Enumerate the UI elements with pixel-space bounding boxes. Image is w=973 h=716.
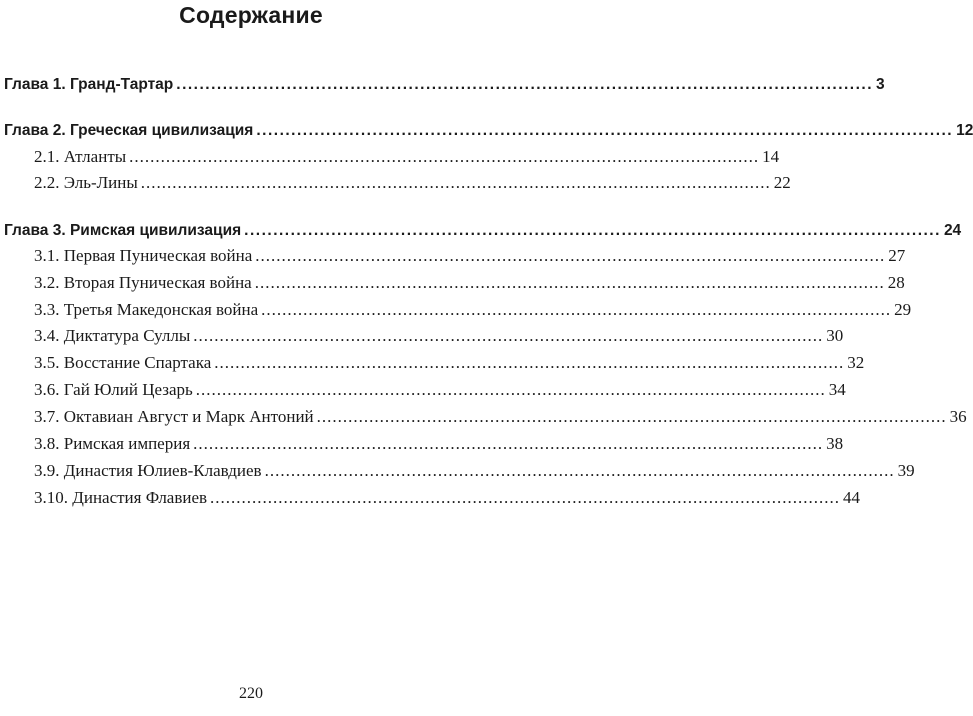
- toc-entry: [34, 353, 865, 373]
- dot-leader: ........................................................................................................................: [210, 488, 841, 507]
- page-number: 220: [239, 685, 263, 702]
- dot-leader: ........................................................................................................................: [214, 353, 845, 372]
- toc-entry-page: 27: [888, 246, 906, 265]
- toc-entry-label: Глава 3. Римская цивилизация: [4, 222, 242, 239]
- toc-entry-page: 12: [956, 122, 973, 139]
- toc-entry: [34, 326, 844, 346]
- toc-entry-label: 3.7. Октавиан Август и Марк Антоний: [34, 407, 314, 426]
- toc-entry-page: 3: [876, 76, 885, 93]
- toc-entry-label: 2.2. Эль-Лины: [34, 173, 138, 192]
- toc-entry-page: 34: [828, 380, 846, 399]
- toc-entry-page: 36: [949, 407, 967, 426]
- dot-leader: ........................................................................................................................: [244, 222, 941, 239]
- toc-entry: [34, 173, 791, 193]
- toc-entry-label: 3.9. Династия Юлиев-Клавдиев: [34, 461, 262, 480]
- toc-entry-label: 3.5. Восстание Спартака: [34, 353, 212, 372]
- toc-entry-label: 3.3. Третья Македонская война: [34, 300, 259, 319]
- toc-entry: [34, 488, 861, 508]
- toc-entry-page: 22: [773, 173, 791, 192]
- toc-entry: [34, 300, 912, 320]
- toc-entry-label: Глава 2. Греческая цивилизация: [4, 122, 254, 139]
- dot-leader: ........................................................................................................................: [176, 76, 874, 93]
- toc-entry: [34, 407, 967, 427]
- dot-leader: ........................................................................................................................: [193, 434, 824, 453]
- dot-leader: ........................................................................................................................: [264, 461, 895, 480]
- dot-leader: ........................................................................................................................: [193, 326, 824, 345]
- toc-entry-page: 38: [826, 434, 844, 453]
- dot-leader: ........................................................................................................................: [256, 122, 954, 139]
- dot-leader: ........................................................................................................................: [195, 380, 826, 399]
- dot-leader: ........................................................................................................................: [140, 173, 771, 192]
- toc-entry-page: 39: [897, 461, 915, 480]
- toc-entry-page: 28: [887, 273, 905, 292]
- toc-entry-label: 2.1. Атланты: [34, 147, 127, 166]
- toc-entry-label: 3.10. Династия Флавиев: [34, 488, 208, 507]
- toc-entry-label: Глава 1. Гранд-Тартар: [4, 76, 174, 93]
- toc-entry: [34, 461, 915, 481]
- toc-entry-label: 3.2. Вторая Пуническая война: [34, 273, 252, 292]
- toc-entry: [34, 380, 846, 400]
- toc-entry-page: 24: [943, 222, 962, 239]
- toc-entry: [4, 76, 885, 94]
- toc-entry-label: 3.1. Первая Пуническая война: [34, 246, 253, 265]
- toc-entry: [34, 147, 780, 167]
- toc-entry-page: 32: [847, 353, 865, 372]
- toc-entry-label: 3.6. Гай Юлий Цезарь: [34, 380, 193, 399]
- toc-entry-page: 30: [826, 326, 844, 345]
- dot-leader: ........................................................................................................................: [254, 273, 885, 292]
- toc-entry-page: 14: [762, 147, 780, 166]
- toc-entry-page: 44: [843, 488, 861, 507]
- toc-entry-page: 29: [894, 300, 912, 319]
- toc-entry-label: 3.8. Римская империя: [34, 434, 191, 453]
- toc-entry: [34, 434, 844, 454]
- dot-leader: ........................................................................................................................: [261, 300, 892, 319]
- page-title: Содержание: [179, 2, 323, 28]
- toc-entry: [4, 122, 973, 140]
- dot-leader: ........................................................................................................................: [316, 407, 947, 426]
- dot-leader: ........................................................................................................................: [255, 246, 886, 265]
- toc-entry-label: 3.4. Диктатура Суллы: [34, 326, 191, 345]
- dot-leader: ........................................................................................................................: [129, 147, 760, 166]
- toc-entry: [34, 273, 905, 293]
- toc-entry: [4, 222, 962, 240]
- toc-entry: [34, 246, 906, 266]
